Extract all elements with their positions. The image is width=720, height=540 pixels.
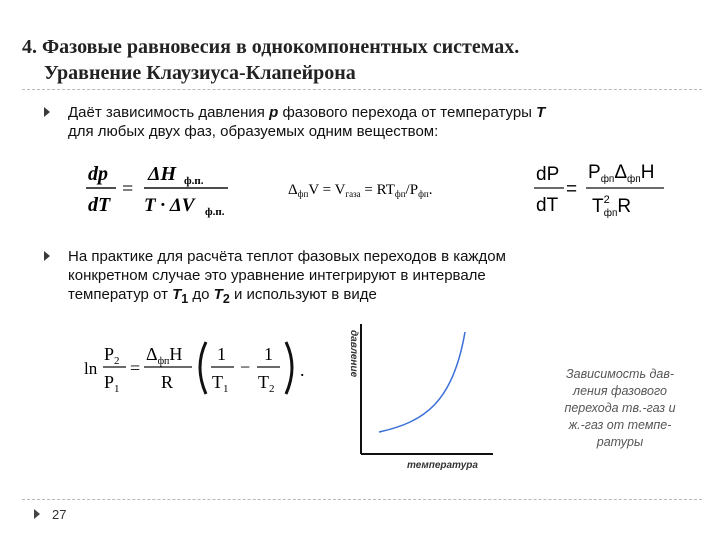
svg-text:1: 1 <box>264 344 273 364</box>
svg-text:−: − <box>240 357 251 377</box>
svg-text:.: . <box>300 360 305 380</box>
bullet-2-line3: температур от $T_1$ до $T_2$ и используют в виде <box>68 286 377 306</box>
title-line-2: Уравнение Клаузиуса-Клапейрона <box>44 62 356 84</box>
caption-line: Зависимость дав- <box>565 367 675 381</box>
title-line-1: 4. Фазовые равновесия в однокомпонентных системах. <box>22 36 520 58</box>
pressure-curve <box>379 332 465 432</box>
formula-clausius-clapeyron <box>534 158 674 218</box>
title-divider <box>22 89 702 90</box>
bullet-1-part2: фазового перехода от температуры <box>278 104 537 121</box>
f4-ln: ln <box>84 359 98 378</box>
slide-title <box>22 34 702 86</box>
bullet-arrow-icon <box>44 251 50 261</box>
f1-eq: = <box>122 178 134 200</box>
svg-text:T1: $T_1$ <box>212 372 229 395</box>
f1-num-sub: ф.п. <box>184 175 204 187</box>
bullet-2-line1: На практике для расчёта теплот фазовых переходов в каждом <box>68 248 506 265</box>
f1-dp: dp <box>88 163 108 185</box>
svg-text:T2: $T_2$ <box>258 372 275 395</box>
svg-text:P1: $P_1$ <box>104 372 120 395</box>
bullet-1 <box>44 103 674 141</box>
f1-dT: dT <box>88 194 111 216</box>
svg-text:ΔфпH: $\Delta_{фп}H$ <box>146 344 183 367</box>
formula-clapeyron <box>86 158 246 218</box>
f1-den: T · ΔV <box>144 195 195 216</box>
f3-dT: dT <box>536 195 559 216</box>
f1-den-sub: ф.п. <box>205 206 225 218</box>
svg-text:T2фпR: $T^2$ фпR <box>592 194 632 219</box>
f4-R: R <box>161 372 174 392</box>
f4-eq: = <box>130 358 141 378</box>
page-number: 27 <box>52 507 67 522</box>
bullet-arrow-icon <box>44 107 50 117</box>
page-arrow-icon <box>34 509 40 519</box>
variable-t: T <box>536 104 546 121</box>
caption-line: ратуры <box>596 435 644 449</box>
pressure-temperature-graph <box>335 322 495 472</box>
caption-line: ления фазового <box>573 384 667 398</box>
caption-line: перехода тв.-газ и <box>564 401 676 415</box>
f3-eq: = <box>566 179 578 200</box>
footer-divider <box>22 499 702 500</box>
formula-volume <box>288 178 488 202</box>
graph-ylabel: давление <box>348 330 359 378</box>
bullet-2-text <box>68 247 674 309</box>
bullet-2-line2: конкретном случае это уравнение интегрируют в интервале <box>68 267 486 284</box>
f3-dP: dP <box>536 164 560 185</box>
caption-line: ж.-газ от темпе- <box>568 418 672 432</box>
bullet-2 <box>44 247 674 309</box>
svg-text:1: 1 <box>217 344 226 364</box>
graph-caption <box>545 366 695 451</box>
svg-text:PфпΔфпH: $P_{фп}\Delta_{фп}H$ <box>588 162 655 185</box>
svg-text:P2: $P_2$ <box>104 344 120 367</box>
f2-delta: Δ <box>288 182 298 198</box>
variable-p: p <box>269 104 279 121</box>
bullet-1-line2: для любых двух фаз, образуемых одним веществом: <box>68 123 439 140</box>
formula-integrated <box>84 336 314 402</box>
f1-num: ΔH <box>148 163 177 185</box>
bullet-1-part1: Даёт зависимость давления <box>68 104 270 121</box>
bullet-1-text <box>68 103 674 141</box>
graph-xlabel: температура <box>407 460 478 471</box>
svg-text:ΔфпV = Vгаза = RTфп/Pфп.: $\Delta_{фп}V = V_{газа} = RT_{фп}/P_{фп}$. <box>288 182 433 199</box>
